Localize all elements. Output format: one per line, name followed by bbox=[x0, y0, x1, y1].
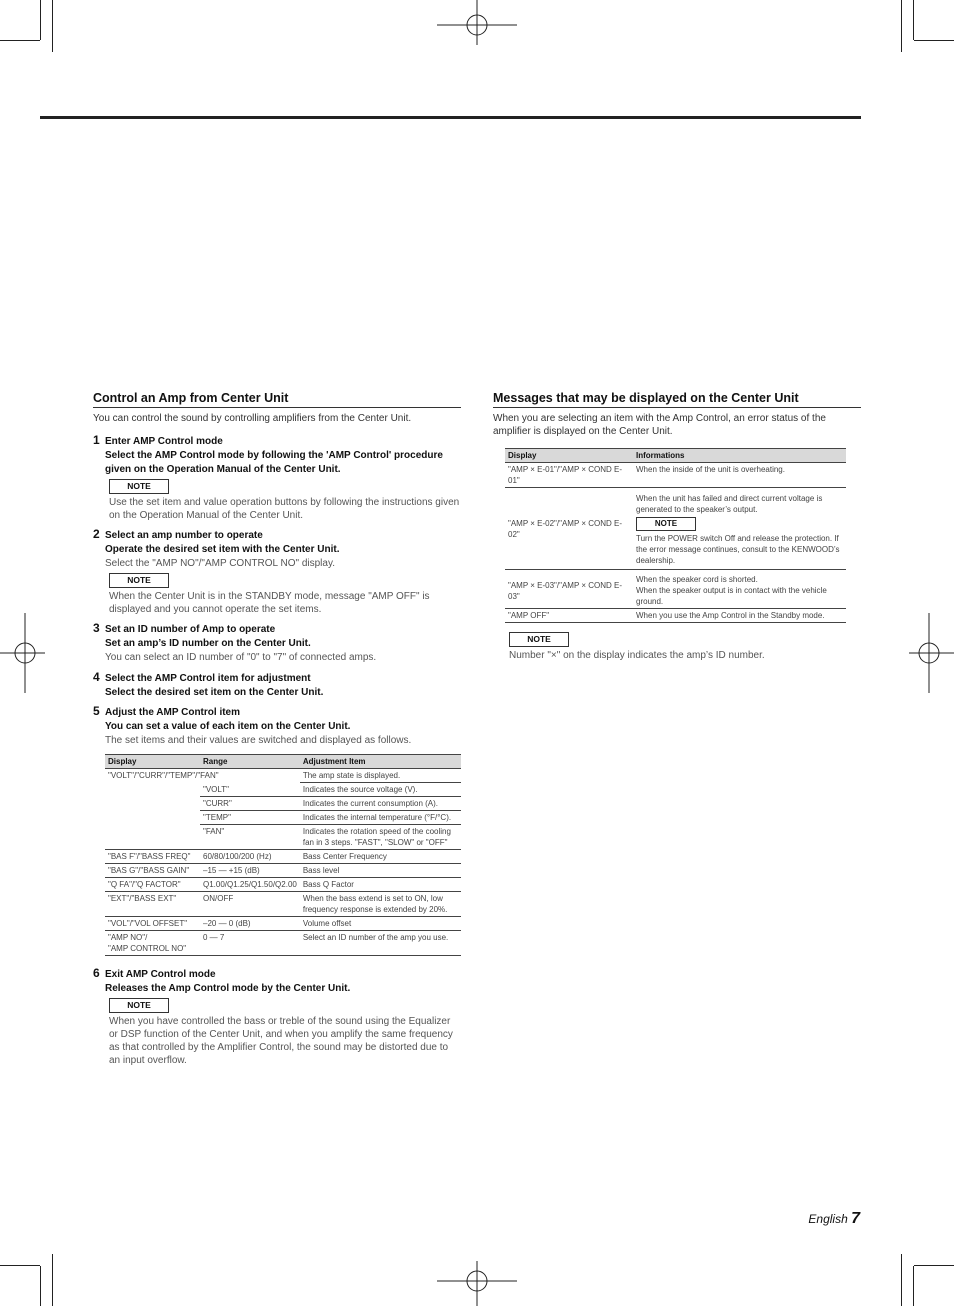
left-column bbox=[93, 391, 461, 1067]
step-number: 1 bbox=[93, 433, 100, 447]
table-row: "VOLT" Indicates the source voltage (V). bbox=[105, 783, 461, 797]
step-title: Enter AMP Control mode bbox=[105, 436, 223, 447]
step-note: When the Center Unit is in the STANDBY mode, message "AMP OFF" is displayed and you cannot operate the set items. bbox=[109, 591, 430, 615]
step-title: Select an amp number to operate bbox=[105, 530, 263, 541]
step-detail: Select the "AMP NO"/"AMP CONTROL NO" display. bbox=[105, 558, 336, 569]
step-number: 2 bbox=[93, 527, 100, 541]
registration-mark-right bbox=[904, 613, 954, 693]
table-header: Display bbox=[505, 449, 633, 463]
crop-mark bbox=[52, 1254, 53, 1306]
crop-mark bbox=[901, 0, 902, 52]
crop-mark bbox=[913, 1266, 914, 1306]
settings-table bbox=[105, 754, 461, 956]
table-header: Informations bbox=[633, 449, 846, 463]
section-title: Control an Amp from Center Unit bbox=[93, 391, 461, 408]
step-instruction: Set an amp’s ID number on the Center Unit. bbox=[105, 638, 311, 649]
registration-mark-top bbox=[437, 0, 517, 50]
messages-note bbox=[505, 629, 861, 662]
note-label: NOTE bbox=[109, 998, 169, 1013]
section-title: Messages that may be displayed on the Center Unit bbox=[493, 391, 861, 408]
table-row: "BAS G"/"BASS GAIN" –15 — +15 (dB) Bass level bbox=[105, 864, 461, 878]
note-label: NOTE bbox=[109, 573, 169, 588]
step-number: 4 bbox=[93, 670, 100, 684]
step-6 bbox=[93, 968, 461, 1067]
crop-mark bbox=[913, 0, 914, 40]
registration-mark-left bbox=[0, 613, 50, 693]
note-label: NOTE bbox=[509, 632, 569, 647]
page-footer bbox=[808, 1210, 860, 1228]
step-instruction: Releases the Amp Control mode by the Center Unit. bbox=[105, 983, 351, 994]
step-instruction: Select the AMP Control mode by following the 'AMP Control' procedure given on the Operation Manual of the Center Unit. bbox=[105, 450, 443, 475]
crop-mark bbox=[0, 1265, 40, 1266]
step-instruction: Operate the desired set item with the Center Unit. bbox=[105, 544, 340, 555]
note-label: NOTE bbox=[636, 517, 696, 531]
note-label: NOTE bbox=[109, 479, 169, 494]
section-intro: You can control the sound by controlling amplifiers from the Center Unit. bbox=[93, 413, 412, 424]
table-row: "AMP × E-01"/"AMP × COND E-01" When the inside of the unit is overheating. bbox=[505, 463, 846, 488]
step-note: Use the set item and value operation buttons by following the instructions given on the Operation Manual of the Center Unit. bbox=[109, 497, 460, 521]
table-row: "BAS F"/"BASS FREQ" 60/80/100/200 (Hz) Bass Center Frequency bbox=[105, 850, 461, 864]
step-title: Select the AMP Control item for adjustment bbox=[105, 673, 311, 684]
step-detail: The set items and their values are switched and displayed as follows. bbox=[105, 735, 412, 746]
right-column bbox=[493, 391, 861, 662]
table-row: "AMP × E-02"/"AMP × COND E-02" When the unit has failed and direct current voltage is generated to the speaker’s output. NOTE Turn the POWER switch Off and release the protection. If the error message continues, consult to the KENWOOD’s dealership. bbox=[505, 488, 846, 570]
table-row: "VOL"/"VOL OFFSET" –20 — 0 (dB) Volume offset bbox=[105, 917, 461, 931]
crop-mark bbox=[914, 40, 954, 41]
registration-mark-bottom bbox=[437, 1256, 517, 1306]
crop-mark bbox=[901, 1254, 902, 1306]
step-note: When you have controlled the bass or treble of the sound using the Equalizer or DSP function of the Center Unit, and when you amplify the same frequency as that controlled by the Amplifier Control, the sound may be distorted due to an input overflow. bbox=[109, 1016, 453, 1066]
section-intro: When you are selecting an item with the Amp Control, an error status of the amplifier is displayed on the Center Unit. bbox=[493, 413, 826, 437]
page-number: 7 bbox=[851, 1210, 860, 1227]
crop-mark bbox=[0, 40, 40, 41]
step-5 bbox=[93, 706, 461, 748]
step-number: 6 bbox=[93, 966, 100, 980]
step-instruction: You can set a value of each item on the Center Unit. bbox=[105, 721, 351, 732]
table-row: "FAN" Indicates the rotation speed of the cooling fan in 3 steps. "FAST", "SLOW" or "OFF" bbox=[105, 825, 461, 850]
table-row: "VOLT"/"CURR"/"TEMP"/"FAN" The amp state is displayed. bbox=[105, 769, 461, 783]
step-title: Adjust the AMP Control item bbox=[105, 707, 240, 718]
table-row: "Q FA"/"Q FACTOR" Q1.00/Q1.25/Q1.50/Q2.00 Bass Q Factor bbox=[105, 878, 461, 892]
step-4 bbox=[93, 672, 461, 700]
table-header: Display bbox=[105, 755, 200, 769]
crop-mark bbox=[52, 0, 53, 52]
step-number: 5 bbox=[93, 704, 100, 718]
messages-table bbox=[505, 448, 846, 623]
step-number: 3 bbox=[93, 621, 100, 635]
table-row: "TEMP" Indicates the internal temperature (°F/°C). bbox=[105, 811, 461, 825]
step-detail: You can select an ID number of "0" to "7" of connected amps. bbox=[105, 652, 377, 663]
step-title: Exit AMP Control mode bbox=[105, 969, 216, 980]
step-title: Set an ID number of Amp to operate bbox=[105, 624, 276, 635]
crop-mark bbox=[40, 1266, 41, 1306]
step-1 bbox=[93, 435, 461, 522]
table-row: "AMP × E-03"/"AMP × COND E-03" When the speaker cord is shorted. When the speaker output is in contact with the vehicle ground. bbox=[505, 570, 846, 609]
header-rule bbox=[40, 116, 861, 119]
step-2 bbox=[93, 529, 461, 616]
table-header: Adjustment Item bbox=[300, 755, 461, 769]
table-header: Range bbox=[200, 755, 300, 769]
crop-mark bbox=[914, 1265, 954, 1266]
crop-mark bbox=[40, 0, 41, 40]
table-row: "AMP OFF" When you use the Amp Control in the Standby mode. bbox=[505, 609, 846, 623]
footer-language: English bbox=[808, 1212, 848, 1226]
note-text: Number "×" on the display indicates the amp’s ID number. bbox=[509, 650, 765, 661]
table-row: "EXT"/"BASS EXT" ON/OFF When the bass extend is set to ON, low frequency response is extended by 20%. bbox=[105, 892, 461, 917]
step-instruction: Select the desired set item on the Center Unit. bbox=[105, 687, 324, 698]
step-3 bbox=[93, 623, 461, 665]
table-row: "AMP NO"/ "AMP CONTROL NO" 0 — 7 Select an ID number of the amp you use. bbox=[105, 931, 461, 956]
table-row: "CURR" Indicates the current consumption (A). bbox=[105, 797, 461, 811]
